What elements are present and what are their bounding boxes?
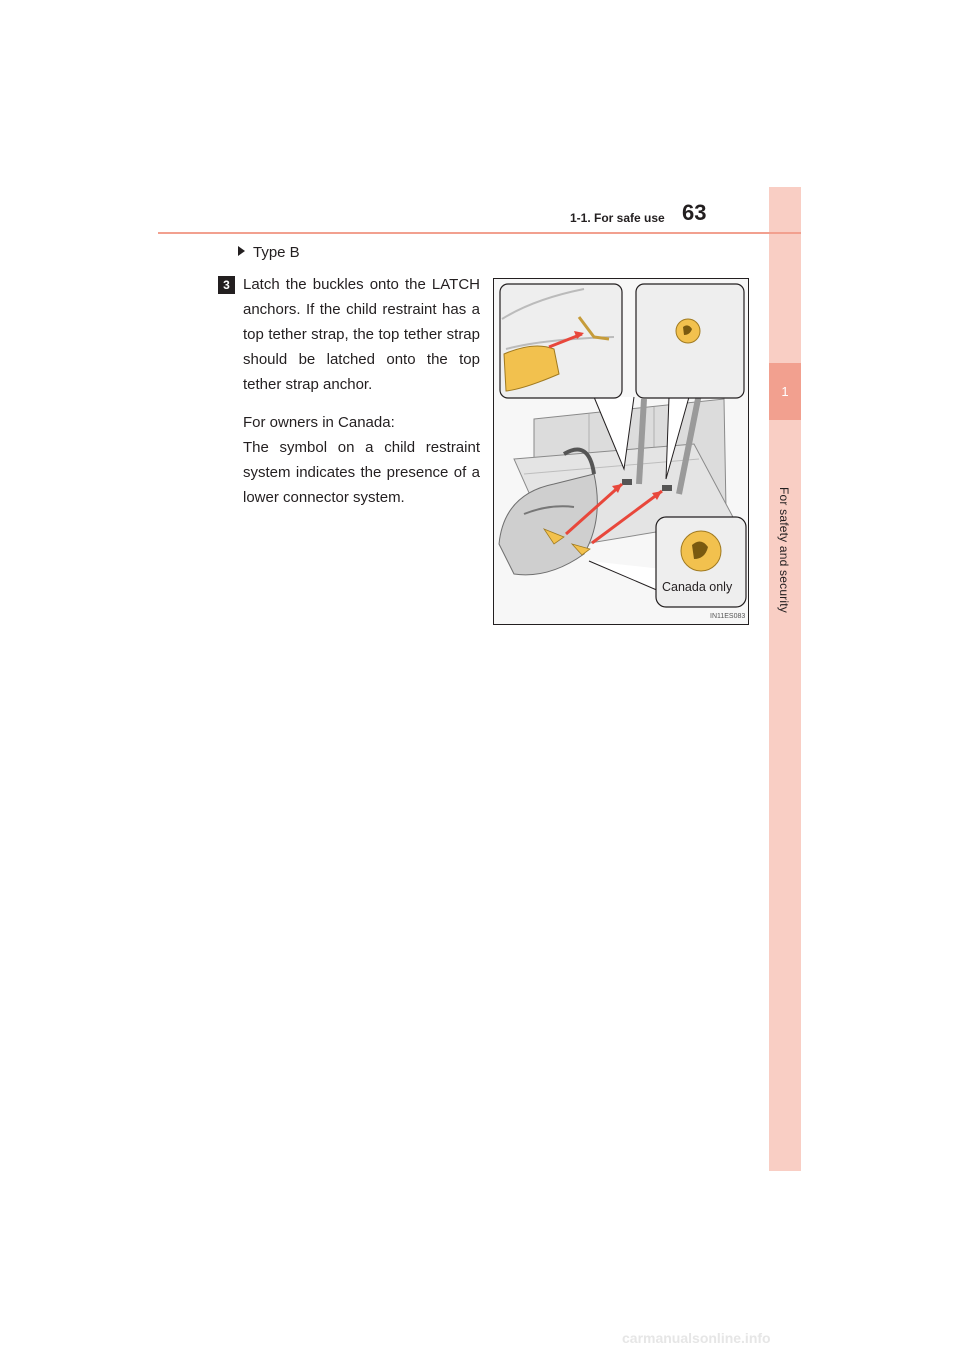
header-rule [158, 232, 801, 234]
page-number: 63 [682, 200, 707, 225]
type-label-text: Type B [253, 244, 300, 261]
latch-anchor-left-icon [622, 479, 632, 485]
chapter-side-tab [769, 187, 801, 1171]
watermark: carmanualsonline.info [622, 1330, 771, 1346]
step-number-badge: 3 [218, 276, 235, 294]
section-title: 1-1. For safe use [570, 211, 665, 225]
figure-code: IN11ES083 [710, 613, 746, 620]
canada-note [243, 410, 480, 510]
canada-only-label: Canada only [662, 580, 733, 594]
rear-seat-latch-illustration [494, 279, 749, 625]
chapter-title-vertical: For safety and security [777, 487, 791, 613]
type-label [238, 244, 300, 261]
canada-text: The symbol on a child restraint system indicates the presence of a lower connector system. [243, 439, 480, 506]
child-restraint-illustration [493, 278, 749, 625]
chapter-number-tab: 1 [769, 363, 801, 420]
canada-heading: For owners in Canada: [243, 414, 395, 431]
latch-anchor-right-icon [662, 485, 672, 491]
step-instruction-text: Latch the buckles onto the LATCH anchors. If the child restraint has a top tether strap, the top tether strap should be latched onto the top tether strap anchor. [243, 276, 480, 393]
step-body [243, 272, 480, 510]
triangle-bullet-icon [238, 246, 245, 256]
